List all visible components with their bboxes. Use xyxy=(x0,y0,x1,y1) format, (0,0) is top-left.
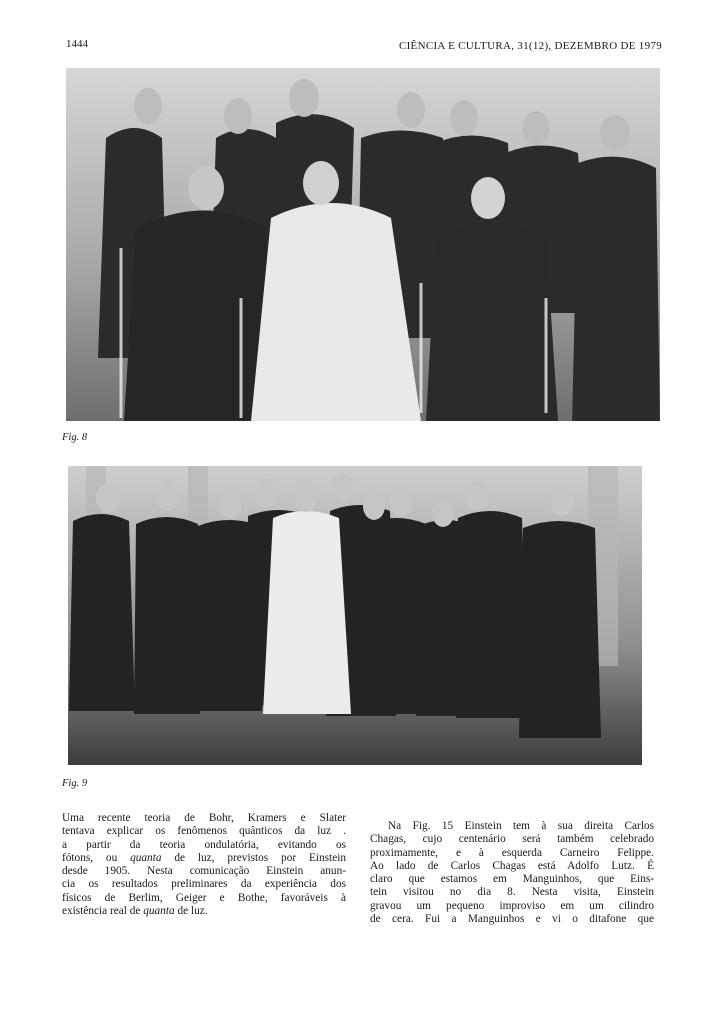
fig8-group-photo xyxy=(66,68,660,421)
text-line: existência real de quanta de luz. xyxy=(62,905,208,918)
text-line: Uma recente teoria de Bohr, Kramers e Slater xyxy=(62,812,346,824)
text-line: Chagas, cujo centenário será também celebrado xyxy=(370,833,654,846)
text-line: gravou um pequeno improviso em um cilindro xyxy=(370,899,654,912)
text-line: físicos de Berlim, Geiger e Bothe, favoráveis à xyxy=(62,891,346,904)
body-text-right-column xyxy=(370,820,654,926)
body-text-left-column xyxy=(62,812,346,918)
text-line: Ao lado de Carlos Chagas está Adolfo Lutz. É xyxy=(370,859,654,872)
text-line: fótons, ou quanta de luz, previstos por Einstein xyxy=(62,851,346,864)
fig9-group-photo xyxy=(68,466,642,765)
text-line: cia os resultados preliminares da experiência dos xyxy=(62,878,346,891)
text-line: a partir da teoria ondulatória, evitando os xyxy=(62,838,346,851)
text-line: claro que estamos em Manguinhos, que Eins- xyxy=(370,873,654,886)
text-line: tein visitou no dia 8. Nesta visita, Einstein xyxy=(370,886,654,899)
fig9-caption: Fig. 9 xyxy=(62,778,88,789)
text-line: proximamente, e à esquerda Carneiro Felippe. xyxy=(370,846,654,859)
running-head: CIÊNCIA E CULTURA, 31(12), DEZEMBRO DE 1979 xyxy=(398,40,662,52)
text-line: desde 1905. Nesta comunicação Einstein anun- xyxy=(62,865,346,878)
page-number: 1444 xyxy=(66,38,88,50)
text-line: de cera. Fui a Manguinhos e vi o ditafone que xyxy=(370,913,654,926)
text-line: tentava explicar os fenômenos quânticos da luz . xyxy=(62,825,346,838)
fig8-caption: Fig. 8 xyxy=(62,432,88,443)
text-line: Na Fig. 15 Einstein tem à sua direita Carlos xyxy=(388,820,654,832)
